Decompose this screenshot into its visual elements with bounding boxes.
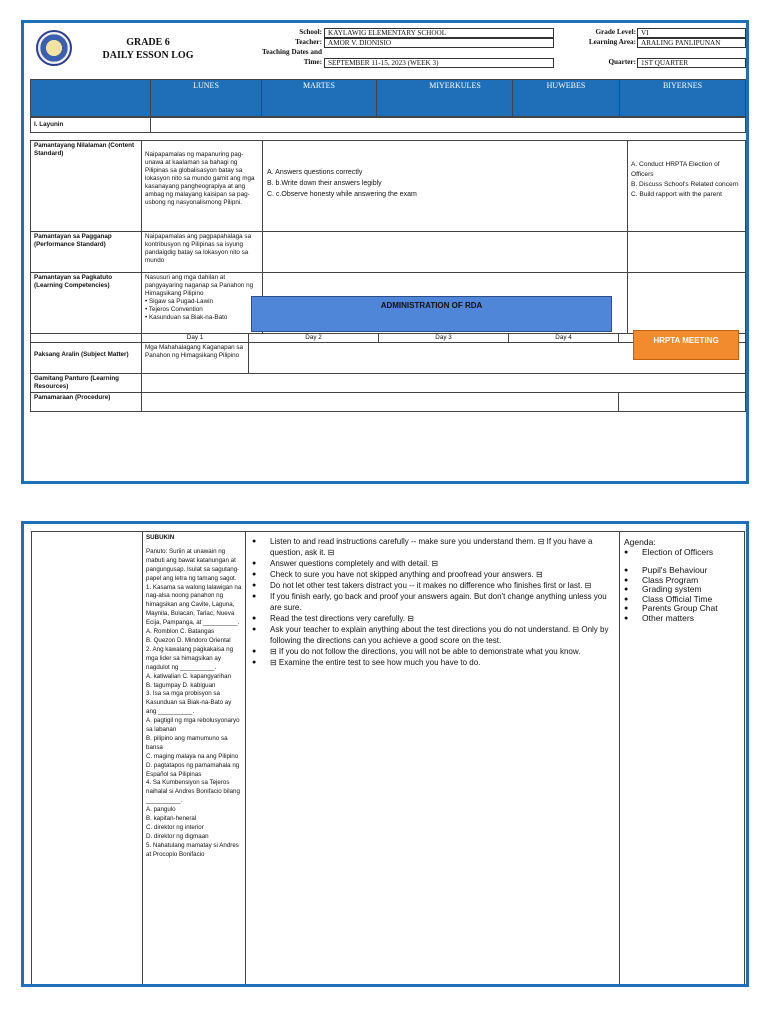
deped-seal-icon [36, 30, 72, 66]
agenda-item: ● Grading system [624, 585, 740, 595]
test-instructions-column [245, 531, 620, 987]
teacher-value: AMOR V. DIONISIO [324, 38, 554, 48]
subukin-line: A. Romblon C. Batangas [146, 628, 215, 636]
grade-title: GRADE 6 [126, 37, 170, 48]
competencies-text [141, 272, 263, 334]
instruction-item: ● Answer questions completely and with detail. ⊟ [252, 558, 613, 569]
exam-objective-c: C. c.Observe honesty while answering the exam [267, 191, 417, 198]
grade-level-label: Grade Level: [595, 28, 636, 36]
subukin-line: B. Quezon D. Mindoro Oriental [146, 636, 231, 644]
school-value: KAYLAWIG ELEMENTARY SCHOOL [324, 28, 554, 38]
instruction-item: ● Ask your teacher to explain anything about the test directions you do not understand. ⊟ Only by following the directions can you achieve a good score on the test. [252, 624, 613, 646]
day-header-martes: MARTES [261, 79, 377, 117]
agenda-item: ● Election of Officers [624, 548, 740, 558]
subukin-line: A. katiwalian C. kapangyarihan [146, 672, 231, 680]
exam-objective-a: A. Answers questions correctly [267, 169, 363, 176]
friday-objectives [627, 140, 746, 232]
hrpta-banner: HRPTA MEETING [633, 330, 739, 360]
layunin-content [150, 117, 746, 133]
teacher-label: Teacher: [295, 38, 322, 46]
dates-value: SEPTEMBER 11-15, 2023 (WEEK 3) [324, 58, 554, 68]
subukin-line: 4. Sa Kumbensiyon sa Tejeros naihalal si Andres Bonifacio bilang __________. [146, 779, 240, 805]
grade-level-value: VI [637, 28, 746, 38]
competency-description: Nasusuri ang mga dahilan at pangyayaring naganap sa Panahon ng Himagsikang Pilipino [145, 274, 254, 297]
instruction-item: ● Listen to and read instructions carefully -- make sure you understand them. ⊟ If you have a question, ask it. ⊟ [252, 536, 613, 558]
instruction-item: ● Check to sure you have not skipped anything and proofread your answers. ⊟ [252, 569, 613, 580]
subukin-line: 1. Kasama sa walong lalawigan na nag-alsa noong panahon ng himagsikan ang Cavite, Laguna, Maynila, Bulacan, Tarlac, Nueva Ecija, Pampanga, at __________. [146, 583, 242, 627]
day-header-huwebes: HUWEBES [512, 79, 620, 117]
agenda-item: ● Other matters [624, 614, 740, 624]
subject-matter-text: Mga Mahahalagang Kaganapan sa Panahon ng Himagsikang Pilipino [141, 342, 249, 374]
friday-objective-a: A. Conduct HRPTA Election of Officers [631, 161, 720, 178]
agenda-item: ● Class Program [624, 576, 740, 586]
friday-objective-b: B. Discuss School's Related concern [631, 181, 739, 188]
performance-standard-text: Naipapamalas ang pagpapahalaga sa kontribusyon ng Pilipinas sa isyung pandaigdig batay sa lokasyon nito sa mundo [141, 231, 263, 273]
subukin-line: A. pangulo [146, 806, 176, 814]
competency-item-3: • Kasunduan sa Biak-na-Bato [145, 314, 228, 321]
school-label: School: [299, 28, 322, 36]
subukin-line: D. pagtatapos ng pamamahala ng Español sa Pilipinas [146, 761, 240, 778]
instruction-item: ● ⊟ Examine the entire test to see how much you have to do. [252, 657, 613, 668]
agenda-item: ● Parents Group Chat [624, 604, 740, 614]
day-label-2: Day 2 [248, 333, 379, 343]
row-label-procedure: Pamamaraan (Procedure) [30, 392, 142, 412]
rda-banner: ADMINISTRATION OF RDA [251, 296, 612, 332]
subukin-line: A. pagtigil ng mga rebolusyonaryo sa labanan [146, 717, 240, 734]
exam-objective-b: B. b.Write down their answers legibly [267, 180, 382, 187]
lesson-log-page-2 [21, 521, 749, 987]
header-title-block [78, 36, 218, 62]
procedure-friday [618, 392, 746, 412]
instruction-item: ● Read the test directions very carefully. ⊟ [252, 613, 613, 624]
quarter-label: Quarter: [608, 58, 636, 66]
subukin-line: D. direktor ng digmaan [146, 832, 209, 840]
subukin-line: C. direktor ng interior [146, 824, 204, 831]
agenda-item: ● Pupil's Behaviour [624, 566, 740, 576]
subukin-line: B. pilipino ang mamumuno sa bansa [146, 734, 228, 751]
agenda-item: ● Class Official Time [624, 595, 740, 605]
dates-label-2: Time: [303, 58, 322, 66]
subukin-column [142, 531, 246, 987]
subukin-line: 5. Nahatulang mamatay si Andres at Procopio Bonifacio [146, 841, 239, 858]
row-label-layunin: I. Layunin [30, 117, 151, 133]
procedure-label-column [31, 531, 143, 987]
day-header-miyerkules: MIYERKULES [376, 79, 534, 117]
friday-objective-c: C. Build rapport with the parent [631, 191, 722, 198]
subukin-line: B. kapitan-heneral [146, 815, 197, 823]
competencies-friday [627, 272, 746, 334]
agenda-title: Agenda: [624, 537, 656, 547]
row-label-learning-resources: Gamitang Panturo (Learning Resources) [30, 373, 142, 393]
day-label-3: Day 3 [378, 333, 509, 343]
exam-objectives [262, 140, 628, 232]
quarter-value: 1ST QUARTER [637, 58, 746, 68]
day-label-1: Day 1 [141, 333, 249, 343]
performance-standard-friday [627, 231, 746, 273]
log-title: DAILY ESSON LOG [102, 50, 194, 61]
performance-standard-blank [262, 231, 628, 273]
competency-item-1: • Sigaw sa Pugad-Lawin [145, 298, 214, 305]
day-label-4: Day 4 [508, 333, 619, 343]
day-header-lunes: LUNES [150, 79, 262, 117]
content-standard-text: Naipapamalas ng mapanuring pag-unawa at kaalaman sa bahagi ng Pilipinas sa globalisasyon batay sa lokasyon nito sa mundo gamit ang mga kasanayang pangheograpiya at ang ambag ng malayang kaisipan sa pag-usbong ng nasyonalismong Pilipni. [141, 140, 263, 232]
row-label-content-standard: Pamantayang Nilalaman (Content Standard) [30, 140, 142, 232]
instruction-item: ● ⊟ If you do not follow the directions, you will not be able to demonstrate what you know. [252, 646, 613, 657]
subukin-line: 3. Isa sa mga probisyon sa Kasunduan sa Biak-na-Bato ay ang __________. [146, 690, 232, 716]
dates-label-1: Teaching Dates and [261, 48, 322, 56]
subukin-title: SUBUKIN [146, 534, 175, 541]
procedure-blank [141, 392, 619, 412]
log-header [30, 28, 746, 72]
subukin-line: Panuto: Suriin at unawain ng mabuti ang bawat katanungan at pangungusap. Isulat sa sagutang-papel ang letra ng tamang sagot. [146, 547, 240, 582]
agenda-column [619, 531, 745, 987]
instruction-item: ● If you finish early, go back and proof your answers again. But don't change anything unless you are sure. [252, 591, 613, 613]
row-label-performance-standard: Pamantayan sa Pagganap (Performance Standard) [30, 231, 142, 273]
competency-item-2: • Tejeros Convention [145, 306, 203, 313]
learning-area-label: Learning Area: [588, 38, 636, 46]
row-label-subject-matter: Paksang Aralin (Subject Matter) [30, 342, 142, 374]
subukin-line: 2. Ang kawalang pagkakaisa ng mga lider sa himagsikan ay nagdulot ng __________. [146, 645, 234, 671]
learning-area-value: ARALING PANLIPUNAN [637, 38, 746, 48]
subukin-line: B. tagumpay D. kabiguan [146, 681, 216, 689]
lesson-log-page-1 [21, 20, 749, 484]
day-header-blank [30, 79, 151, 117]
subukin-line: C. maging malaya na ang Pilipino [146, 752, 239, 760]
learning-resources-blank [141, 373, 746, 393]
row-label-competencies: Pamantayan sa Pagkatuto (Learning Competencies) [30, 272, 142, 334]
instruction-item: ● Do not let other test takers distract you -- it makes no difference who finishes first or last. ⊟ [252, 580, 613, 591]
header-info-grid [216, 28, 746, 72]
day-header-biyernes: BIYERNES [619, 79, 746, 117]
